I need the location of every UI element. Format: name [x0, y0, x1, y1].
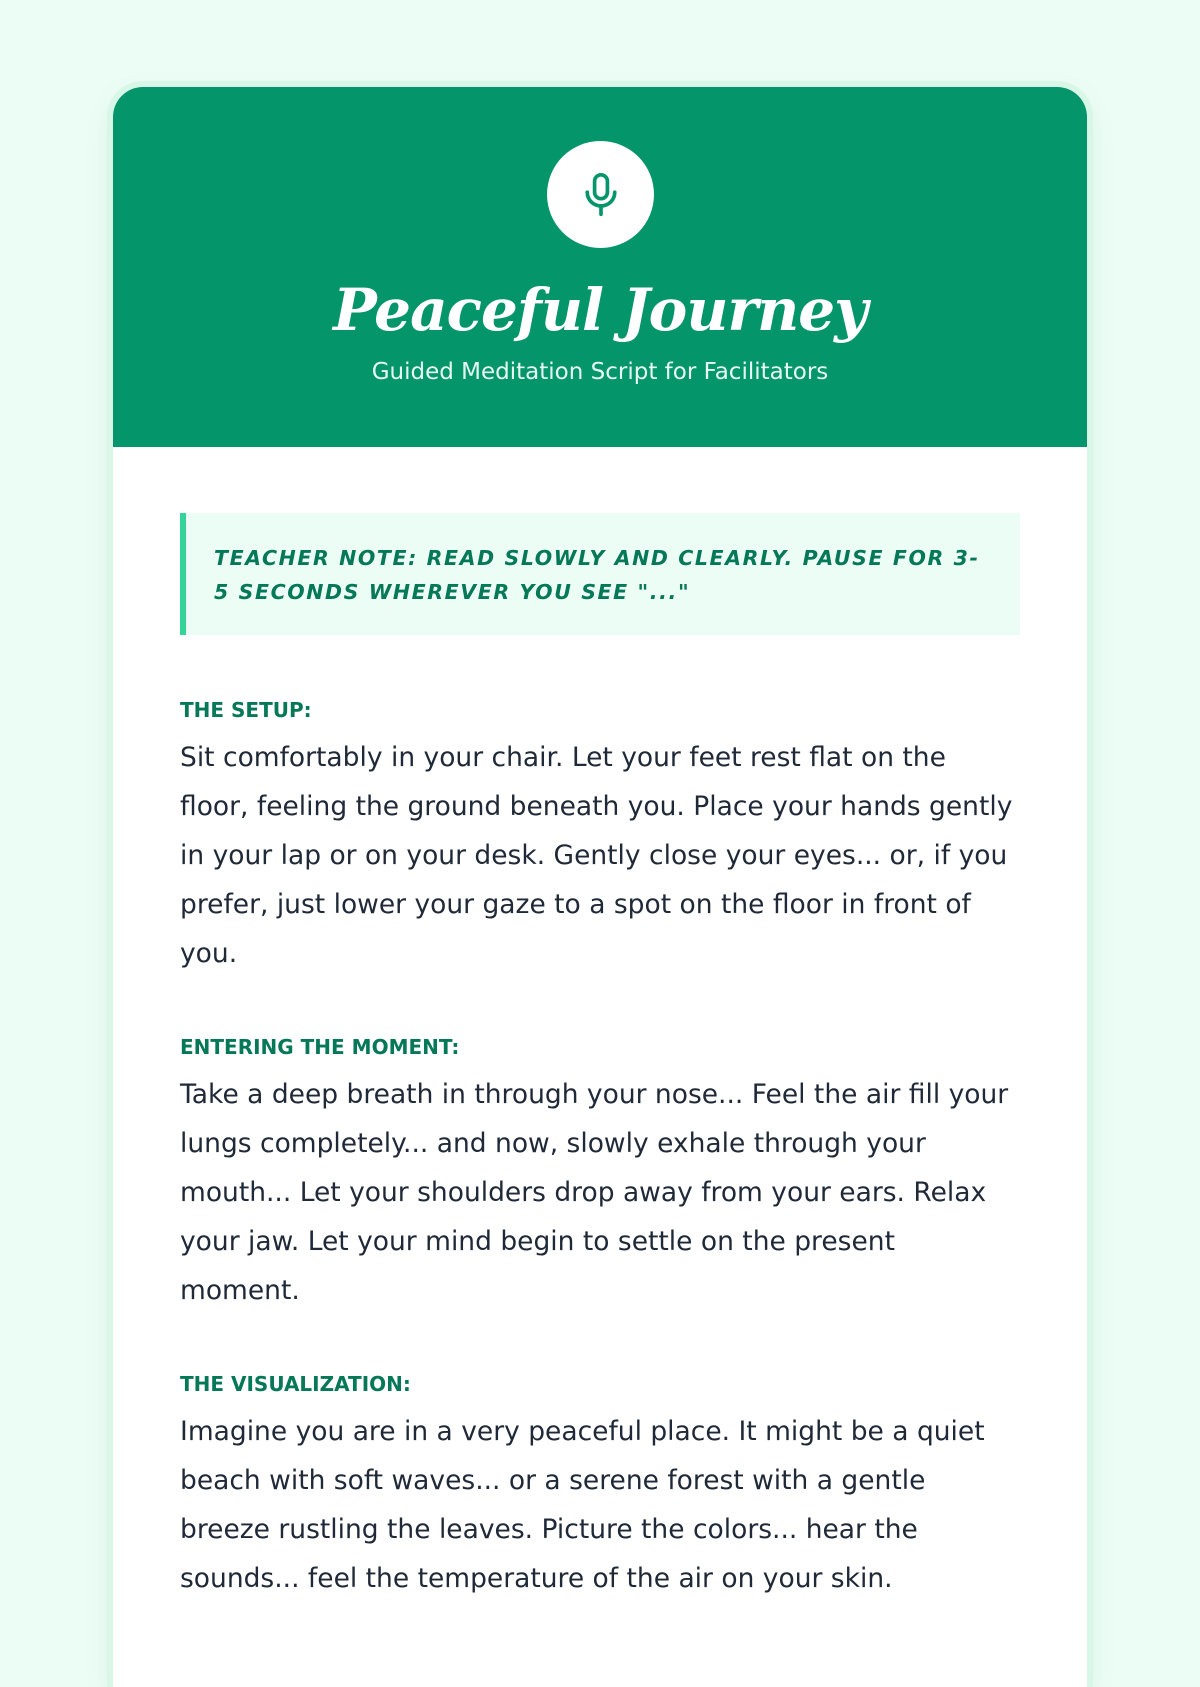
page-subtitle: Guided Meditation Script for Facilitators — [371, 359, 829, 385]
teacher-note: TEACHER NOTE: READ SLOWLY AND CLEARLY. PAUSE FOR 3-5 SECONDS WHEREVER YOU SEE "..." — [180, 513, 1020, 635]
microphone-badge — [547, 141, 654, 248]
section-text: Imagine you are in a very peaceful place. It might be a quiet beach with soft waves... or a serene forest with a gentle breeze rustling the leaves. Picture the colors... hear the sounds... feel the temperature of the air on your skin. — [180, 1416, 985, 1594]
section-heading: ENTERING THE MOMENT: — [180, 1035, 460, 1059]
script-body — [113, 447, 1087, 1603]
microphone-icon — [579, 171, 623, 219]
script-card — [113, 87, 1087, 1687]
section-text: Take a deep breath in through your nose... Feel the air fill your lungs completely... and now, slowly exhale through your mouth... Let your shoulders drop away from your ears. Relax your jaw. Let your mind begin to settle on the present moment. — [180, 1079, 1009, 1306]
page-title: Peaceful Journey — [333, 276, 867, 344]
section-heading: THE VISUALIZATION: — [180, 1372, 411, 1396]
section-heading: THE SETUP: — [180, 698, 312, 722]
header-banner — [113, 87, 1087, 447]
section-text: Sit comfortably in your chair. Let your feet rest flat on the floor, feeling the ground beneath you. Place your hands gently in your lap or on your desk. Gently close your eyes... or, if you prefer, just lower your gaze to a spot on the floor in front of you. — [180, 742, 1013, 969]
section-setup — [180, 695, 1020, 978]
section-visualization — [180, 1369, 1020, 1603]
section-entering-the-moment — [180, 1032, 1020, 1315]
